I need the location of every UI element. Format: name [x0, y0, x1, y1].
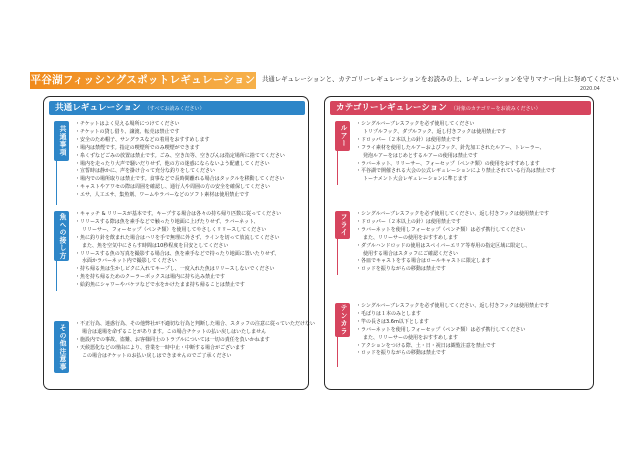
- regulation-item: トーナメント大会レギュレーションに準じます: [363, 176, 468, 183]
- regulation-item: ・シングルバーブレスフックを必ず使用してください、返し付きフックは使用禁止です: [356, 211, 549, 217]
- regulation-item: 場合は退場を命ずることがあります。この場合チケットの払い戻しはいたしません: [82, 328, 267, 335]
- regulation-item: ・魚に釣り針を飲まれた場合はハリを手で無理に外さず、ラインを切って放流してください: [75, 234, 280, 241]
- regulation-item: ・糸くずなどごみの放置は禁止です。ごみ、空き缶等、空きびんは指定場所に捨ててください: [75, 152, 285, 159]
- regulation-item: ・竿の長さは3.6m以下とします: [356, 318, 429, 325]
- regulation-item: ・場内を走ったり大声で騒いだりせず、他の方の迷惑にならないよう配慮してください: [75, 160, 270, 167]
- regulation-item: ・持ち帰る魚は生かしビクに入れてキープし、一度入れた魚はリリースしないでください: [75, 266, 275, 273]
- fish-handling-items-list: [75, 211, 281, 290]
- regulation-item: また、リリーサーの使用をおすすめします: [363, 234, 459, 241]
- section-line-lure: [337, 151, 338, 185]
- regulation-item: ・チケットはよく見える場所につけてください: [75, 121, 180, 127]
- section-label-fly: フライ: [335, 211, 350, 239]
- regulation-item: ・ダブルハンドロッドの使用はスペイバーエリア等専用の指定区域に限定し、: [356, 242, 531, 249]
- regulation-item: ・ラバーネットを使用しフォーセップ（ペンチ類）は必ず携行してください: [356, 226, 526, 233]
- section-label-fish-handling: 魚への接し方: [54, 211, 69, 261]
- regulation-item: ・ドロッパー（２本以上の針）は使用禁止です: [356, 218, 461, 225]
- regulation-item: ・安全のため帽子、サングラスなどの着用をおすすめします: [75, 136, 210, 143]
- regulation-item: ・ラバーネットを使用しフォーセップ（ペンチ類）は必ず携行してください: [356, 326, 526, 333]
- regulation-item: 発泡ルアーをはじめとするルアーの使用は禁止です: [363, 152, 478, 159]
- lure-items-list: [356, 121, 556, 184]
- category-regulation-title: カテゴリーレギュレーション: [336, 103, 447, 113]
- regulation-item: この場合はチケットのお払い戻しはできませんのでご了承ください: [82, 352, 232, 359]
- common-items-list: [75, 121, 285, 200]
- regulation-item: ・魚を持ち帰るためのクーラーボックスは場内に持ち込み禁止です: [75, 274, 225, 281]
- regulation-item: ・シングルバーブレスフックを必ず使用してください、返し付きフックは使用禁止です: [356, 303, 549, 309]
- regulation-item: ・ラバーネット、リリーサー、フォーセップ（ペンチ類）の使用をおすすめします: [356, 160, 540, 167]
- regulation-item: ・毛ばりは１本のみとします: [356, 310, 422, 317]
- common-regulation-title: 共通レギュレーション: [55, 103, 141, 113]
- category-regulation-panel: [324, 96, 594, 390]
- regulation-item: ・リリースする際は魚を素手などで触ったり地面に上げたりせず、ラバーネット、: [75, 218, 259, 225]
- tenkara-items-list: [356, 303, 549, 358]
- regulation-item: ・アクションをつける際、土・日・祝日は観覧注意を禁止です: [356, 342, 496, 349]
- regulation-item: リリーサー、フォーセップ（ペンチ類）を使用してやさしくリリースしてください: [82, 226, 267, 233]
- regulation-item: ・宣誓時は静かに、声を掛け合って充分な釣りをしてください: [75, 168, 216, 175]
- common-regulation-panel: [43, 96, 316, 390]
- regulation-item: ・平谷湖で開催される大会の公式レギュレーションにより禁止されている行為は禁止です: [356, 168, 556, 175]
- other-notes-items-list: [75, 321, 315, 361]
- regulation-item: ・キャストやアワセの際は周囲を確認し、通行人や周囲の方の安全を確保してください: [75, 184, 271, 191]
- category-regulation-note: （対象のカテゴリーをお読みください）: [450, 106, 541, 112]
- date-label: 2020.04: [580, 87, 600, 92]
- category-regulation-header: [330, 101, 591, 115]
- regulation-item: ・キャッチ & リリースが基本です。キープする場合は各々の持ち帰り匹数に従ってください: [75, 211, 282, 217]
- regulation-item: 使用する場合はスタッフにご確認ください: [363, 250, 459, 257]
- section-label-tenkara: テンカラ: [335, 303, 350, 337]
- regulation-item: 水面かラバーネット内で撮影してください: [82, 258, 177, 265]
- section-line-fly: [337, 239, 338, 275]
- section-label-other-notes: その他注意事項: [54, 321, 69, 373]
- section-line-common: [56, 161, 57, 205]
- section-label-lure: ルアー: [335, 121, 350, 151]
- regulation-item: ・ロッドを振りながらの移動は禁止です: [356, 350, 446, 357]
- regulation-item: また、リリーサーの使用をおすすめします: [363, 334, 459, 341]
- regulation-item: また、魚を空気中にさらす時間は10秒程度を目安としてください: [82, 242, 229, 249]
- regulation-item: ・給釣魚にシャワーやバケツなどで水をかけたまま持ち帰ることは禁止です: [75, 282, 245, 289]
- regulation-item: ・チケットの貸し借り、譲渡、転売は禁止です: [75, 128, 180, 135]
- regulation-item: ・各皿でキャストをする場合はロールキャストに限定します: [356, 258, 491, 265]
- regulation-item: ・場内での場所取りは禁止です。食事などで長時間離れる場合はタックルを移動してください: [75, 176, 285, 183]
- regulation-item: ・ドロッパー（２本以上の針）は使用禁止です: [356, 136, 461, 143]
- common-regulation-header: [49, 101, 305, 115]
- regulation-item: ・場内は禁煙です。指定の喫煙所でのみ喫煙ができます: [75, 144, 200, 151]
- regulation-item: ・シングルバーブレスフックを必ず使用してください: [356, 121, 475, 127]
- section-line-fish-handling: [56, 261, 57, 291]
- fly-items-list: [356, 211, 549, 274]
- regulation-item: ・ロッドを振りながらの移動は禁止です: [356, 266, 446, 273]
- tagline: 共通レギュレーションと、カテゴリーレギュレーションをお読みの上、レギュレーションを守りマナー向上に努めてください: [262, 75, 619, 83]
- regulation-item: ・施設内での事故、盗難、お客様同士のトラブルについては一切の責任を負いかねます: [75, 336, 270, 343]
- page-title: 平谷湖フィッシングスポットレギュレーション: [30, 72, 256, 89]
- regulation-item: ・不正行為、迷惑行為、その他弊社が不適切な行為と判断した場合、スタッフの注意に従っていただけない: [75, 321, 316, 327]
- regulation-item: ・フライ素材を使用したルアーおよびフック、針先加工されたルアー、トレーラー、: [356, 144, 545, 151]
- regulation-item: ・リリースする魚の写真を撮影する場合は、魚を素手などで持ったり地面に置いたりせず、: [75, 250, 280, 257]
- regulation-item: ・エサ、人工エサ、集魚剤、ワームやラバーなどのソフト素材は使用禁止です: [75, 192, 250, 199]
- regulation-item: トリプルフック、ダブルフック、返し付きフックは使用禁止です: [363, 128, 507, 135]
- section-line-tenkara: [337, 337, 338, 367]
- regulation-item: ・天候悪化などの理由により、営業を一時中止・中断する場合がございます: [75, 344, 246, 351]
- section-label-common: 共通事項: [54, 121, 69, 161]
- common-regulation-note: （すべてお読みください）: [144, 106, 205, 112]
